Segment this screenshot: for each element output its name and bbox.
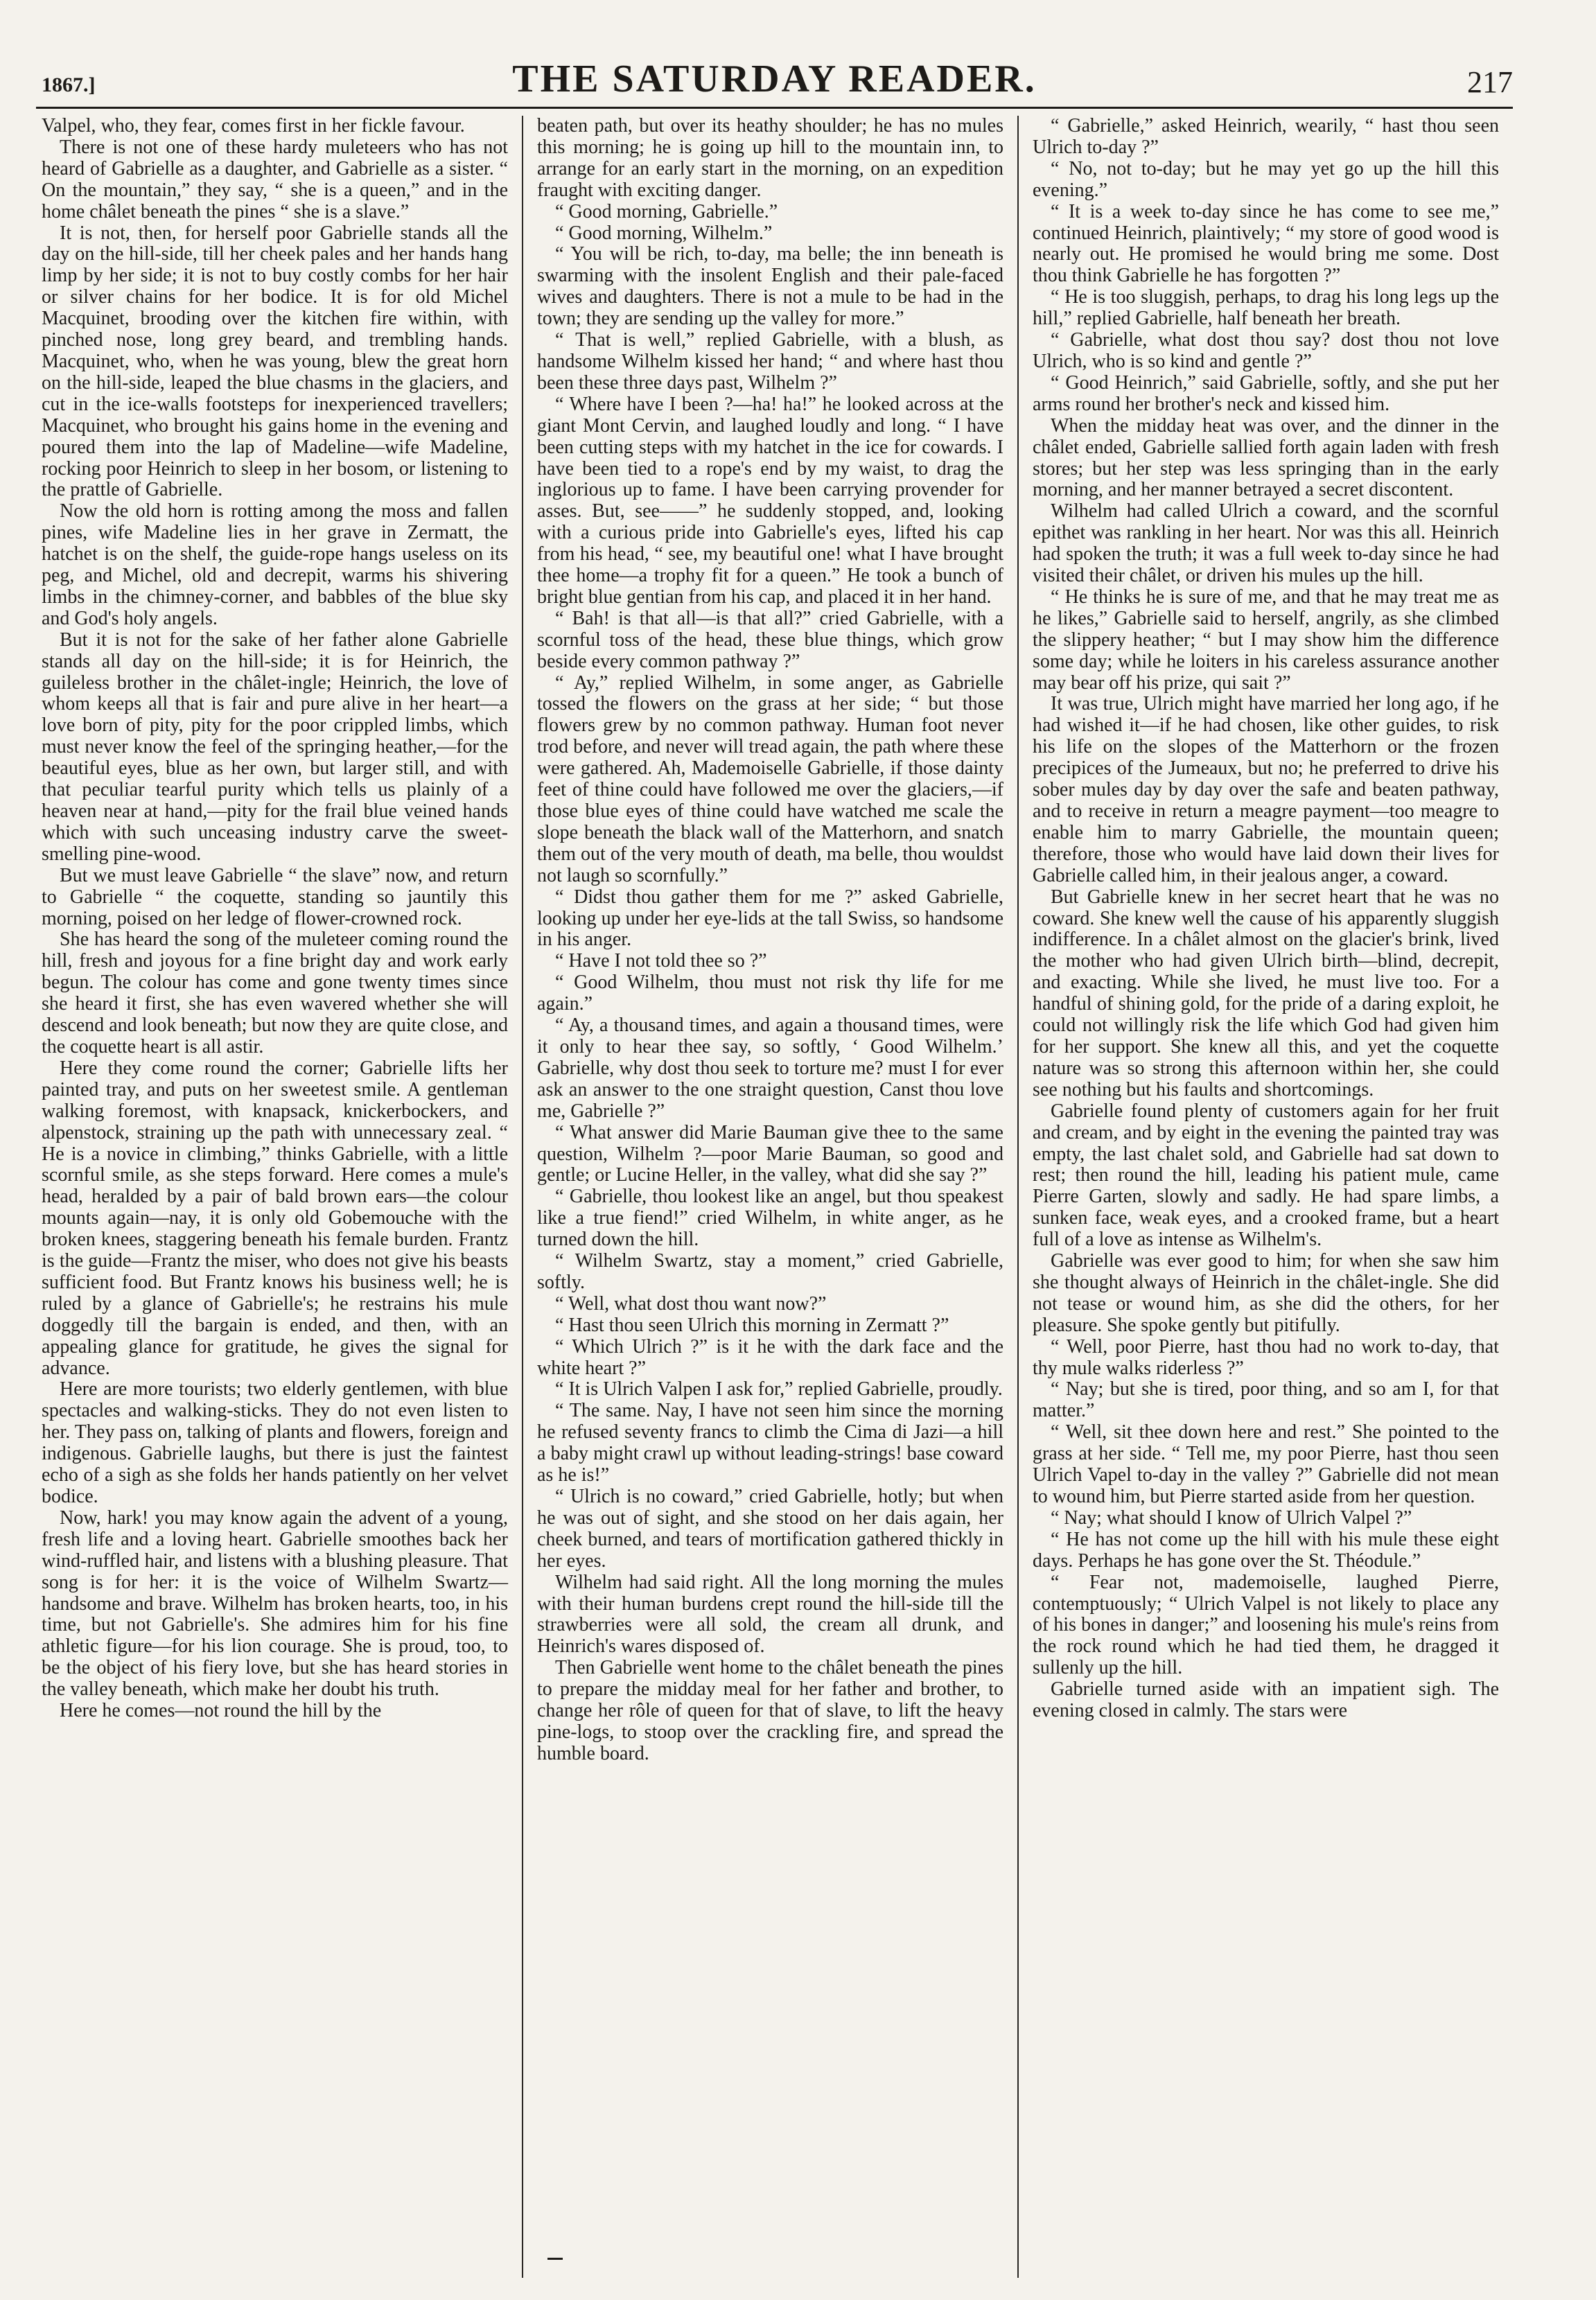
- paragraph: “ Have I not told thee so ?”: [555, 950, 767, 972]
- paragraph: “ Hast thou seen Ulrich this morning in Zermatt ?”: [555, 1314, 949, 1336]
- paragraph: When the midday heat was over, and the dinner in the châlet ended, Gabrielle sallied forth again laden with fresh stores; but her step was less springing than in the early morning, and her manner betrayed a secret discontent.: [1033, 414, 1499, 501]
- column-1: [36, 116, 522, 2278]
- paragraph: “ Where have I been ?—ha! ha!” he looked across at the giant Mont Cervin, and laughed loudly and long. “ I have been cutting steps with my hatchet in the ice for cowards. I have been tied to a rope's end by my waist, to drag the inglorious up to fame. I have been carrying provender for asses. But, see——” he suddenly stopped, and, looking with a curious pride into Gabrielle's eyes, lifted his cap from his head, “ see, my beautiful one! what I have brought thee home—a trophy fit for a queen.” He took a bunch of bright blue gentian from his cap, and placed it in her hand.: [537, 393, 1003, 608]
- paragraph: “ Gabrielle, what dost thou say? dost thou not love Ulrich, who is so kind and gentle ?”: [1033, 329, 1499, 372]
- issue-date: 1867.]: [42, 73, 96, 96]
- paragraph: Now the old horn is rotting among the moss and fallen pines, wife Madeline lies in her grave in Zermatt, the hatchet is on the shelf, the guide-rope hangs useless on its peg, and Michel, old and decrepit, warms his shivering limbs in the chimney-corner, and babbles of the blue sky and God's holy angels.: [42, 500, 508, 629]
- paragraph: Here he comes—not round the hill by the: [60, 1700, 382, 1722]
- paragraph: “ Bah! is that all—is that all?” cried Gabrielle, with a scornful toss of the head, these blue things, which grow beside every common pathway ?”: [537, 607, 1003, 672]
- paragraph: “ Didst thou gather them for me ?” asked Gabrielle, looking up under her eye-lids at the tall Swiss, so handsome in his anger.: [537, 886, 1003, 951]
- footer-mark: [547, 2258, 563, 2260]
- paragraph: She has heard the song of the muleteer coming round the hill, fresh and joyous for a fine bright day and work early begun. The colour has come and gone twenty times since she heard it first, she has even wavered whether she will descend and look beneath; but now they are quite close, and the coquette heart is all astir.: [42, 929, 508, 1057]
- paragraph: “ Well, what dost thou want now?”: [555, 1292, 827, 1315]
- paragraph: “ Gabrielle,” asked Heinrich, wearily, “ hast thou seen Ulrich to-day ?”: [1033, 116, 1499, 158]
- paragraph: “ Well, sit thee down here and rest.” She pointed to the grass at her side. “ Tell me, my poor Pierre, hast thou seen Ulrich Vapel to-day in the valley ?” Gabrielle did not mean to wound him, but Pierre started aside from her question.: [1033, 1421, 1499, 1507]
- paragraph: “ Good morning, Gabrielle.”: [555, 200, 778, 222]
- paragraph: “ Nay; what should I know of Ulrich Valpel ?”: [1051, 1507, 1412, 1529]
- paragraph: “ Ay, a thousand times, and again a thousand times, were it only to hear thee say, so softly, ‘ Good Wilhelm.’ Gabrielle, why dost thou seek to torture me? must I for ever ask an answer to the one straight question, Canst thou love me, Gabrielle ?”: [537, 1015, 1003, 1122]
- paragraph: Now, hark! you may know again the advent of a young, fresh life and a loving heart. Gabrielle smoothes back her wind-ruffled hair, and listens with a blushing pleasure. That song is for her: it is the voice of Wilhelm Swartz—handsome and brave. Wilhelm has broken hearts, too, in his time, but not Gabrielle's. She admires him for his fine athletic figure—for his lion courage. She is proud, too, to be the object of his fiery love, but she has heard stories in the valley beneath, which make her doubt his truth.: [42, 1507, 508, 1701]
- paragraph: “ No, not to-day; but he may yet go up the hill this evening.”: [1033, 157, 1499, 201]
- paragraph: “ What answer did Marie Bauman give thee to the same question, Wilhelm ?—poor Marie Bauman, so good and gentle; or Lucine Heller, in the valley, what did she say ?”: [537, 1121, 1003, 1186]
- paragraph: “ He thinks he is sure of me, and that he may treat me as he likes,” Gabrielle said to herself, angrily, as she climbed the slippery heather; “ but I may show him the difference some day; while he loiters in his careless assurance another may bear off his prize, qui sait ?”: [1033, 586, 1499, 694]
- paragraph: “ Which Ulrich ?” is it he with the dark face and the white heart ?”: [537, 1335, 1003, 1379]
- paragraph: Wilhelm had said right. All the long morning the mules with their human burdens crept round the hill-side till the strawberries were all sold, the cream all drunk, and Heinrich's wares disposed of.: [537, 1571, 1003, 1658]
- paragraph: But Gabrielle knew in her secret heart that he was no coward. She knew well the cause of his apparently sluggish indifference. In a châlet almost on the glacier's brink, lived the mother who had given Ulrich birth—blind, decrepit, and exacting. While she lived, he must live too. For a handful of shining gold, for the pride of a daring exploit, he could not willingly risk the life which God had given him for her support. She knew all this, and yet the coquette nature was so strong this afternoon within her, she could see nothing but his faults and shortcomings.: [1033, 886, 1499, 1100]
- paragraph: Valpel, who, they fear, comes first in her fickle favour.: [42, 116, 465, 137]
- paragraph: “ Nay; but she is tired, poor thing, and so am I, for that matter.”: [1033, 1378, 1499, 1422]
- paragraph: “ Good Heinrich,” said Gabrielle, softly, and she put her arms round her brother's neck and kissed him.: [1033, 371, 1499, 415]
- paragraph: Here are more tourists; two elderly gentlemen, with blue spectacles and walking-sticks. They do not even listen to her. They pass on, talking of plants and flowers, foreign and indigenous. Gabrielle laughs, but there is just the faintest echo of a sigh as she folds her hands patiently on her velvet bodice.: [42, 1378, 508, 1507]
- paragraph: It is not, then, for herself poor Gabrielle stands all the day on the hill-side, till her cheek pales and her hands hang limp by her side; it is not to buy costly combs for her hair or silver chains for her bodice. It is for old Michel Macquinet, brooding over the kitchen fire within, with pinched nose, long grey beard, and trembling hands. Macquinet, who, when he was young, blew the great horn on the hill-side, leaped the blue chasms in the glaciers, and cut in the ice-walls footsteps for inexperienced travellers; Macquinet, who brought his gains home in the evening and poured them into the lap of Madeline—wife Madeline, rocking poor Heinrich to sleep in her bosom, or listening to the prattle of Gabrielle.: [42, 222, 508, 501]
- article-columns: [36, 116, 1513, 2278]
- paragraph: Here they come round the corner; Gabrielle lifts her painted tray, and puts on her sweetest smile. A gentleman walking foremost, with knapsack, knickerbockers, and alpenstock, straining up the path with unnecessary zeal. “ He is a novice in climbing,” thinks Gabrielle, with a little scornful smile, as she steps forward. Here comes a mule's head, heralded by a pair of bald brown ears—the colour mounts again—nay, it is only old Gobemouche with the broken knees, staggering beneath his female burden. Frantz is the guide—Frantz the miser, who does not give his beasts sufficient food. But Frantz knows his business well; he is ruled by a glance of Gabrielle's; he restrains his mule doggedly till the bargain is ended, and then, with an appealing glance for gratitude, he gives the signal for advance.: [42, 1057, 508, 1379]
- paragraph: Wilhelm had called Ulrich a coward, and the scornful epithet was rankling in her heart. Nor was this all. Heinrich had spoken the truth; it was a full week to-day since he had visited their châlet, or driven his mules up the hill.: [1033, 500, 1499, 587]
- paragraph: “ You will be rich, to-day, ma belle; the inn beneath is swarming with the insolent English and their pale-faced wives and daughters. There is not a mule to be had in the town; they are sending up the valley for more.”: [537, 243, 1003, 330]
- paragraph: “ Ulrich is no coward,” cried Gabrielle, hotly; but when he was out of sight, and she stood on her dais again, her cheek burned, and tears of mortification gathered thickly in her eyes.: [537, 1486, 1003, 1572]
- paragraph: “ Gabrielle, thou lookest like an angel, but thou speakest like a true fiend!” cried Wilhelm, in white anger, as he turned down the hill.: [537, 1186, 1003, 1251]
- paragraph: But it is not for the sake of her father alone Gabrielle stands all day on the hill-side; it is for Heinrich, the guileless brother in the châlet-ingle; Heinrich, the love of whom keeps all that is fair and pure alive in her heart—a love born of pity, pity for the poor crippled limbs, which must never know the feel of the springing heather,—for the beautiful eyes, blue as her own, but larger still, and with that peculiar tearful purity which tells us plainly of a heaven near at hand,—pity for the frail blue veined hands which with such unceasing industry carve the sweet-smelling pine-wood.: [42, 629, 508, 865]
- paragraph: But we must leave Gabrielle “ the slave” now, and return to Gabrielle “ the coquette, standing so jauntily this morning, poised on her ledge of flower-crowned rock.: [42, 864, 508, 929]
- paragraph: Then Gabrielle went home to the châlet beneath the pines to prepare the midday meal for her father and brother, to change her rôle of queen for that of slave, to lift the heavy pine-logs, to stoop over the crackling fire, and spread the humble board.: [537, 1657, 1003, 1764]
- paragraph: “ Well, poor Pierre, hast thou had no work to-day, that thy mule walks riderless ?”: [1033, 1335, 1499, 1379]
- paragraph: “ He has not come up the hill with his mule these eight days. Perhaps he has gone over the St. Théodule.”: [1033, 1528, 1499, 1572]
- column-3: [1017, 116, 1513, 2278]
- paragraph: Gabrielle was ever good to him; for when she saw him she thought always of Heinrich in the châlet-ingle. She did not tease or wound him, as she did the others, for her pleasure. She spoke gently but pitifully.: [1033, 1250, 1499, 1336]
- paragraph: There is not one of these hardy muleteers who has not heard of Gabrielle as a daughter, and Gabrielle as a sister. “ On the mountain,” they say, “ she is a queen,” and in the home châlet beneath the pines “ she is a slave.”: [42, 136, 508, 222]
- paragraph: “ The same. Nay, I have not seen him since the morning he refused seventy francs to climb the Cima di Jazi—a hill a baby might crawl up without leading-strings! base coward as he is!”: [537, 1400, 1003, 1486]
- masthead-title: THE SATURDAY READER.: [512, 58, 1037, 100]
- paragraph: “ That is well,” replied Gabrielle, with a blush, as handsome Wilhelm kissed her hand; “ and where hast thou been these three days past, Wilhelm ?”: [537, 329, 1003, 394]
- paragraph: “ He is too sluggish, perhaps, to drag his long legs up the hill,” replied Gabrielle, half beneath her breath.: [1033, 286, 1499, 330]
- page-number: 217: [1467, 65, 1513, 99]
- column-2: [522, 116, 1017, 2278]
- header-rule: [36, 107, 1513, 109]
- paragraph: Gabrielle found plenty of customers again for her fruit and cream, and by eight in the evening the painted tray was empty, the last chalet sold, and Gabrielle had sat down to rest; then round the hill, leading his patient mule, came Pierre Garten, slowly and sadly. He had spare limbs, a sunken face, weak eyes, and a crooked frame, but a heart full of a love as intense as Wilhelm's.: [1033, 1100, 1499, 1251]
- page-header: [36, 47, 1513, 104]
- paragraph: “ Fear not, mademoiselle, laughed Pierre, contemptuously; “ Ulrich Valpel is not likely to place any of his bones in danger;” and loosening his mule's reins from the rock round which he had tied them, he dragged it sullenly up the hill.: [1033, 1571, 1499, 1679]
- paragraph: “ It is Ulrich Valpen I ask for,” replied Gabrielle, proudly.: [555, 1378, 1003, 1401]
- paragraph: beaten path, but over its heathy shoulder; he has no mules this morning; he is going up hill to the mountain inn, to arrange for an early start in the morning, on an expedition fraught with exciting danger.: [537, 116, 1003, 201]
- paragraph: “ Good morning, Wilhelm.”: [555, 222, 773, 244]
- paragraph: It was true, Ulrich might have married her long ago, if he had wished it—if he had chosen, like other guides, to risk his life on the slopes of the Matterhorn or the frozen precipices of the Jumeaux, but no; he preferred to drive his sober mules day by day over the safe and beaten pathway, and to receive in return a meagre payment—too meagre to enable him to marry Gabrielle, the mountain queen; therefore, those who would have laid down their lives for Gabrielle called him, in their jealous anger, a coward.: [1033, 693, 1499, 886]
- paragraph: Gabrielle turned aside with an impatient sigh. The evening closed in calmly. The stars were: [1033, 1678, 1499, 1722]
- paragraph: “ Ay,” replied Wilhelm, in some anger, as Gabrielle tossed the flowers on the grass at her side; “ but those flowers grew by no common pathway. Human foot never trod before, and never will tread again, the path where these were gathered. Ah, Mademoiselle Gabrielle, if those dainty feet of thine could have followed me over the glaciers,—if those blue eyes of thine could have watched me scale the slope beneath the black wall of the Matterhorn, and snatch them out of the very mouth of death, ma belle, thou wouldst not laugh so scornfully.”: [537, 671, 1003, 886]
- paragraph: “ Wilhelm Swartz, stay a moment,” cried Gabrielle, softly.: [537, 1250, 1003, 1293]
- paragraph: “ It is a week to-day since he has come to see me,” continued Heinrich, plaintively; “ my store of good wood is nearly out. He promised he would bring me some. Dost thou think Gabrielle he has forgotten ?”: [1033, 200, 1499, 287]
- paragraph: “ Good Wilhelm, thou must not risk thy life for me again.”: [537, 972, 1003, 1015]
